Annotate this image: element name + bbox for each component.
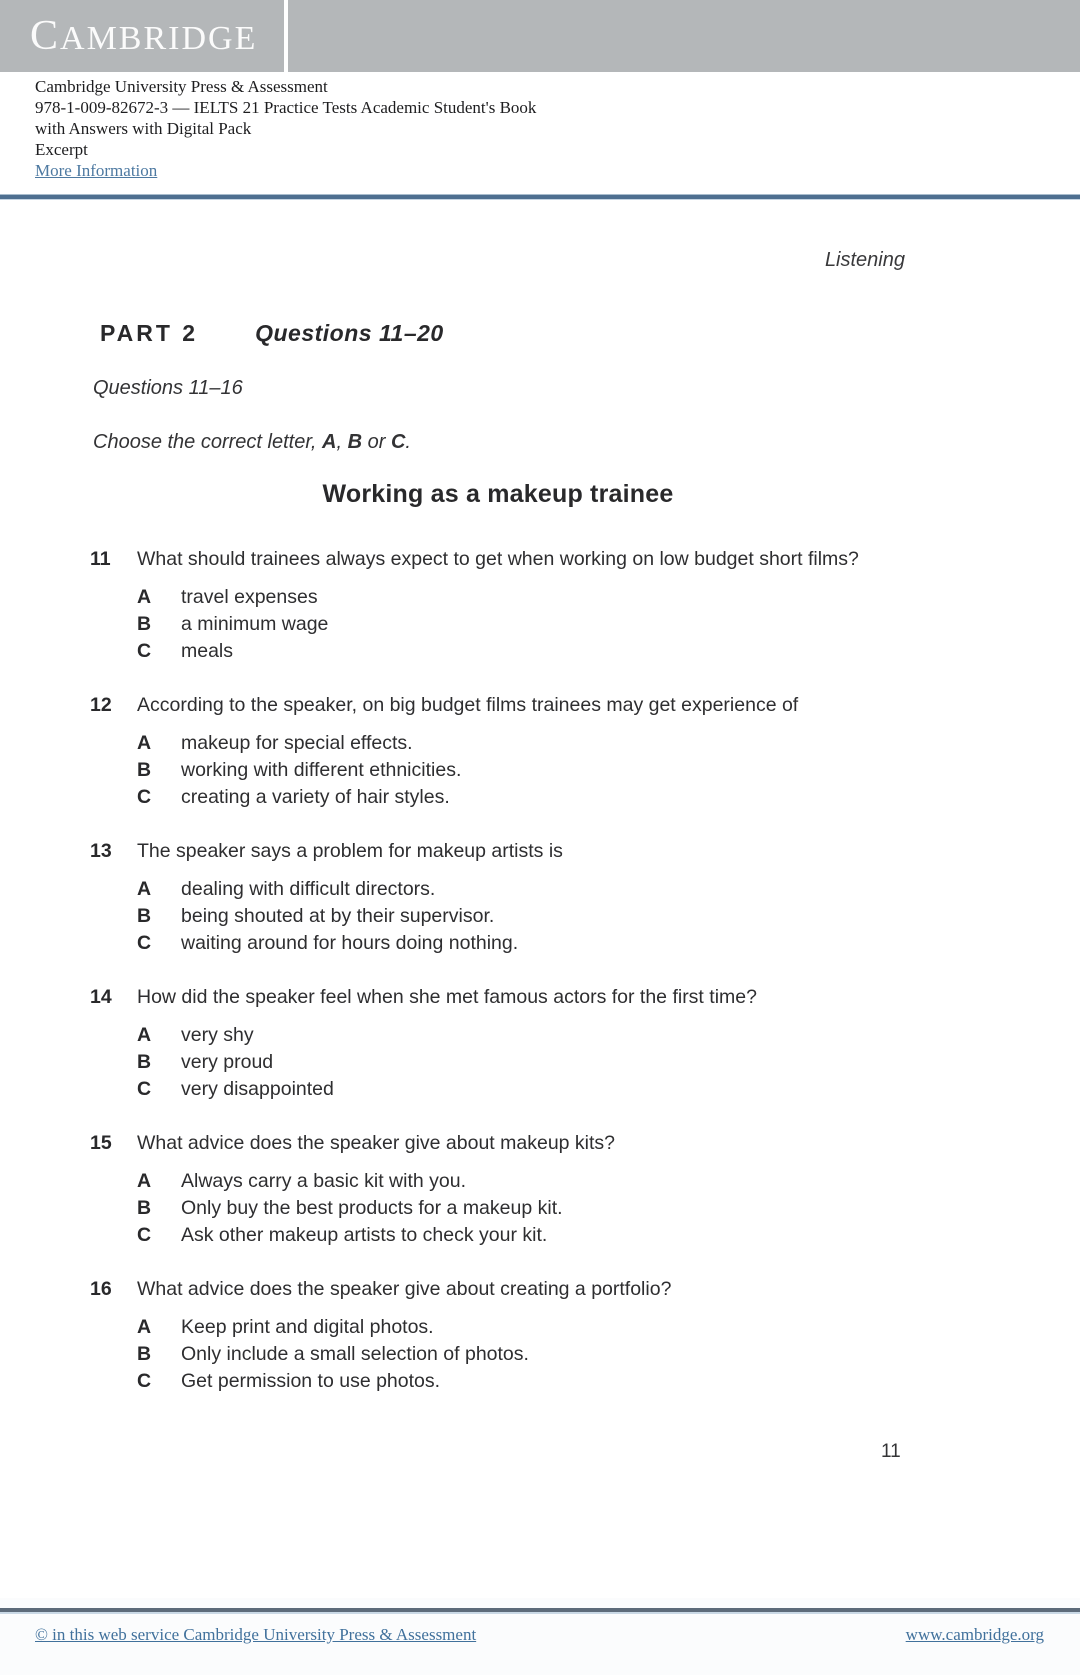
option-group (137, 1314, 914, 1395)
option-b (137, 1195, 914, 1222)
option-letter: B (137, 1197, 152, 1219)
option-text: very proud (181, 1051, 274, 1073)
option-a (137, 1314, 914, 1341)
option-b (137, 1049, 914, 1076)
option-a (137, 730, 914, 757)
option-text: working with different ethnicities. (181, 759, 462, 781)
part-heading (100, 320, 444, 347)
option-letter: C (137, 1078, 152, 1100)
option-text: travel expenses (181, 586, 318, 608)
banner-divider (284, 0, 288, 72)
subsection-label: Questions 11–16 (93, 377, 243, 399)
option-b (137, 903, 914, 930)
option-b (137, 1341, 914, 1368)
option-c (137, 638, 914, 665)
instruction-line (93, 431, 411, 454)
option-letter: C (137, 932, 152, 954)
footer-divider-rule (0, 1608, 1080, 1614)
option-text: Get permission to use photos. (181, 1370, 441, 1392)
question-text: What should trainees always expect to get when working on low budget short films? (137, 548, 859, 570)
option-group (137, 876, 914, 957)
option-letter: C (137, 786, 152, 808)
more-information-link[interactable]: More Information (35, 161, 158, 180)
option-b (137, 611, 914, 638)
option-letter: B (137, 1051, 152, 1073)
instruction-prefix: Choose the correct letter, (93, 431, 323, 453)
footer-website-link[interactable]: www.cambridge.org (905, 1625, 1044, 1644)
instruction-letter-b: B (347, 431, 363, 453)
option-letter: A (137, 732, 152, 754)
option-letter: A (137, 1024, 152, 1046)
publisher-name: Cambridge University Press & Assessment (35, 77, 328, 96)
option-text: very shy (181, 1024, 254, 1046)
option-text: Always carry a basic kit with you. (181, 1170, 467, 1192)
instruction-letter-a: A (322, 431, 337, 453)
option-text: dealing with difficult directors. (181, 878, 436, 900)
instruction-suffix: . (405, 431, 411, 453)
option-letter: A (137, 586, 152, 608)
option-text: a minimum wage (181, 613, 329, 635)
question-text: According to the speaker, on big budget films trainees may get experience of (137, 694, 799, 716)
question-number: 15 (90, 1132, 112, 1154)
pack-line: with Answers with Digital Pack (35, 119, 252, 138)
question-11 (90, 546, 914, 665)
option-a (137, 1022, 914, 1049)
option-group (137, 584, 914, 665)
option-group (137, 1168, 914, 1249)
option-text: Only buy the best products for a makeup kit. (181, 1197, 563, 1219)
option-text: waiting around for hours doing nothing. (181, 932, 519, 954)
publisher-info (35, 76, 536, 181)
option-group (137, 730, 914, 811)
question-list (90, 546, 914, 1422)
instruction-sep2: or (362, 431, 391, 453)
exercise-title: Working as a makeup trainee (322, 480, 674, 508)
option-c (137, 784, 914, 811)
question-13 (90, 838, 914, 957)
instruction-sep1: , (336, 431, 348, 453)
question-number: 13 (90, 840, 112, 862)
question-number: 12 (90, 694, 112, 716)
option-text: creating a variety of hair styles. (181, 786, 450, 808)
option-a (137, 584, 914, 611)
option-letter: C (137, 1370, 152, 1392)
instruction-letter-c: C (390, 431, 406, 453)
section-label: Listening (824, 249, 905, 271)
option-c (137, 1076, 914, 1103)
question-text: What advice does the speaker give about creating a portfolio? (137, 1278, 672, 1300)
option-text: being shouted at by their supervisor. (181, 905, 495, 927)
option-text: makeup for special effects. (181, 732, 413, 754)
option-a (137, 1168, 914, 1195)
header-divider-rule (0, 194, 1080, 200)
option-c (137, 930, 914, 957)
option-b (137, 757, 914, 784)
question-text: How did the speaker feel when she met famous actors for the first time? (137, 986, 757, 1008)
question-12 (90, 692, 914, 811)
cambridge-logo: CAMBRIDGE (30, 13, 258, 59)
option-letter: B (137, 1343, 152, 1365)
isbn-title-line: 978-1-009-82672-3 — IELTS 21 Practice Tests Academic Student's Book (35, 98, 537, 117)
option-letter: C (137, 640, 152, 662)
option-text: Only include a small selection of photos. (181, 1343, 529, 1365)
question-number: 16 (90, 1278, 112, 1300)
footer-copyright-link[interactable]: © in this web service Cambridge University Press & Assessment (35, 1625, 477, 1644)
option-text: very disappointed (181, 1078, 334, 1100)
option-group (137, 1022, 914, 1103)
option-letter: C (137, 1224, 152, 1246)
option-letter: B (137, 613, 152, 635)
option-letter: A (137, 1316, 152, 1338)
question-number: 11 (90, 548, 111, 570)
option-letter: B (137, 759, 152, 781)
option-letter: B (137, 905, 152, 927)
option-text: meals (181, 640, 234, 662)
question-text: The speaker says a problem for makeup artists is (137, 840, 563, 862)
question-15 (90, 1130, 914, 1249)
question-14 (90, 984, 914, 1103)
option-text: Keep print and digital photos. (181, 1316, 434, 1338)
part-question-range: Questions 11–20 (255, 320, 444, 346)
option-c (137, 1368, 914, 1395)
excerpt-label: Excerpt (35, 140, 88, 159)
option-a (137, 876, 914, 903)
option-c (137, 1222, 914, 1249)
option-letter: A (137, 878, 152, 900)
page-number: 11 (881, 1441, 901, 1462)
cambridge-banner (0, 0, 1080, 72)
question-number: 14 (90, 986, 112, 1008)
part-label: PART 2 (100, 320, 199, 346)
option-text: Ask other makeup artists to check your kit. (181, 1224, 548, 1246)
option-letter: A (137, 1170, 152, 1192)
question-16 (90, 1276, 914, 1395)
question-text: What advice does the speaker give about makeup kits? (137, 1132, 616, 1154)
